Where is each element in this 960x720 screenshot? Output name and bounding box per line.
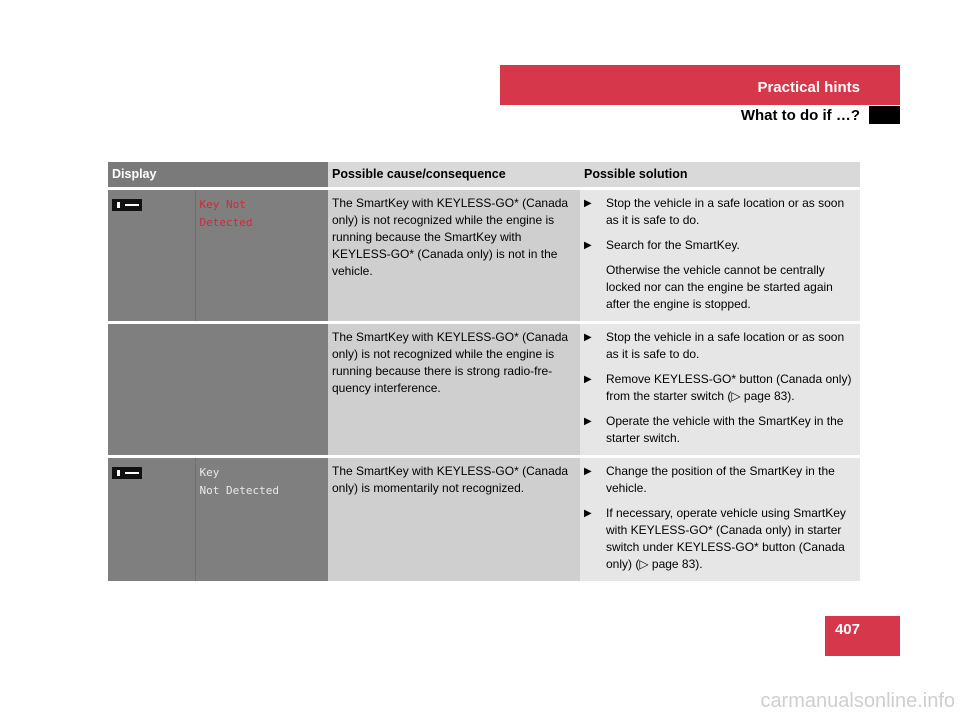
column-header-cause: Possible cause/consequence — [328, 162, 580, 189]
column-header-display: Display — [108, 162, 328, 189]
display-message: Key Not Detected — [195, 457, 328, 582]
cause-text: The SmartKey with KEYLESS-GO* (Canada only) is not recognized while the engine is running because there is strong radio-fre-quency interference. — [328, 323, 580, 457]
solution-item: ▶ If necessary, operate vehicle using SmartKey with KEYLESS-GO* (Canada only) in starter switch under KEYLESS-GO* button (Canada only) (▷ page 83). — [584, 506, 846, 571]
table-row — [108, 189, 860, 323]
display-icon-cell — [108, 189, 195, 323]
header-bar — [500, 65, 900, 105]
solution-item: ▶ Remove KEYLESS-GO* button (Canada only) from the starter switch (▷ page 83). — [584, 372, 852, 403]
arrow-bullet-icon: ▶ — [584, 416, 592, 427]
table-header-row — [108, 162, 860, 189]
section-subtitle: What to do if …? — [740, 107, 860, 124]
cause-text: The SmartKey with KEYLESS-GO* (Canada only) is momentarily not recognized. — [328, 457, 580, 582]
solution-cell — [580, 457, 860, 582]
solution-item: ▶ Stop the vehicle in a safe location or as soon as it is safe to do. — [584, 330, 845, 361]
solution-cell — [580, 323, 860, 457]
table-row — [108, 323, 860, 457]
arrow-bullet-icon: ▶ — [584, 374, 592, 385]
section-title: Practical hints — [757, 79, 860, 96]
page-number: 407 — [834, 621, 860, 638]
solution-item: ▶ Operate the vehicle with the SmartKey in the starter switch. — [584, 414, 844, 445]
arrow-bullet-icon: ▶ — [584, 508, 592, 519]
key-icon — [112, 199, 142, 211]
watermark-text: carmanualsonline.info — [760, 690, 955, 712]
arrow-bullet-icon: ▶ — [584, 240, 592, 251]
arrow-bullet-icon: ▶ — [584, 332, 592, 343]
arrow-bullet-icon: ▶ — [584, 466, 592, 477]
display-message: Key Not Detected — [195, 189, 328, 323]
column-header-solution: Possible solution — [580, 162, 860, 189]
solution-item: ▶ Search for the SmartKey. — [584, 238, 740, 252]
display-icon-cell — [108, 457, 195, 582]
cause-text: The SmartKey with KEYLESS-GO* (Canada only) is not recognized while the engine is running because the SmartKey with KEYLESS-GO* (Canada only) is not in the vehicle. — [328, 189, 580, 323]
solution-item: ▶ Stop the vehicle in a safe location or as soon as it is safe to do. — [584, 196, 845, 227]
solution-item: ▶ Change the position of the SmartKey in the vehicle. — [584, 464, 835, 495]
solution-cell — [580, 189, 860, 323]
subtitle-marker — [869, 106, 900, 124]
page-number-box — [825, 616, 900, 656]
table-row — [108, 457, 860, 582]
display-messages-table — [108, 162, 860, 581]
key-icon — [112, 467, 142, 479]
display-cell-empty — [108, 323, 328, 457]
arrow-bullet-icon: ▶ — [584, 198, 592, 209]
solution-note: Otherwise the vehicle cannot be centrally locked nor can the engine be started again after the engine is stopped. — [606, 263, 833, 311]
